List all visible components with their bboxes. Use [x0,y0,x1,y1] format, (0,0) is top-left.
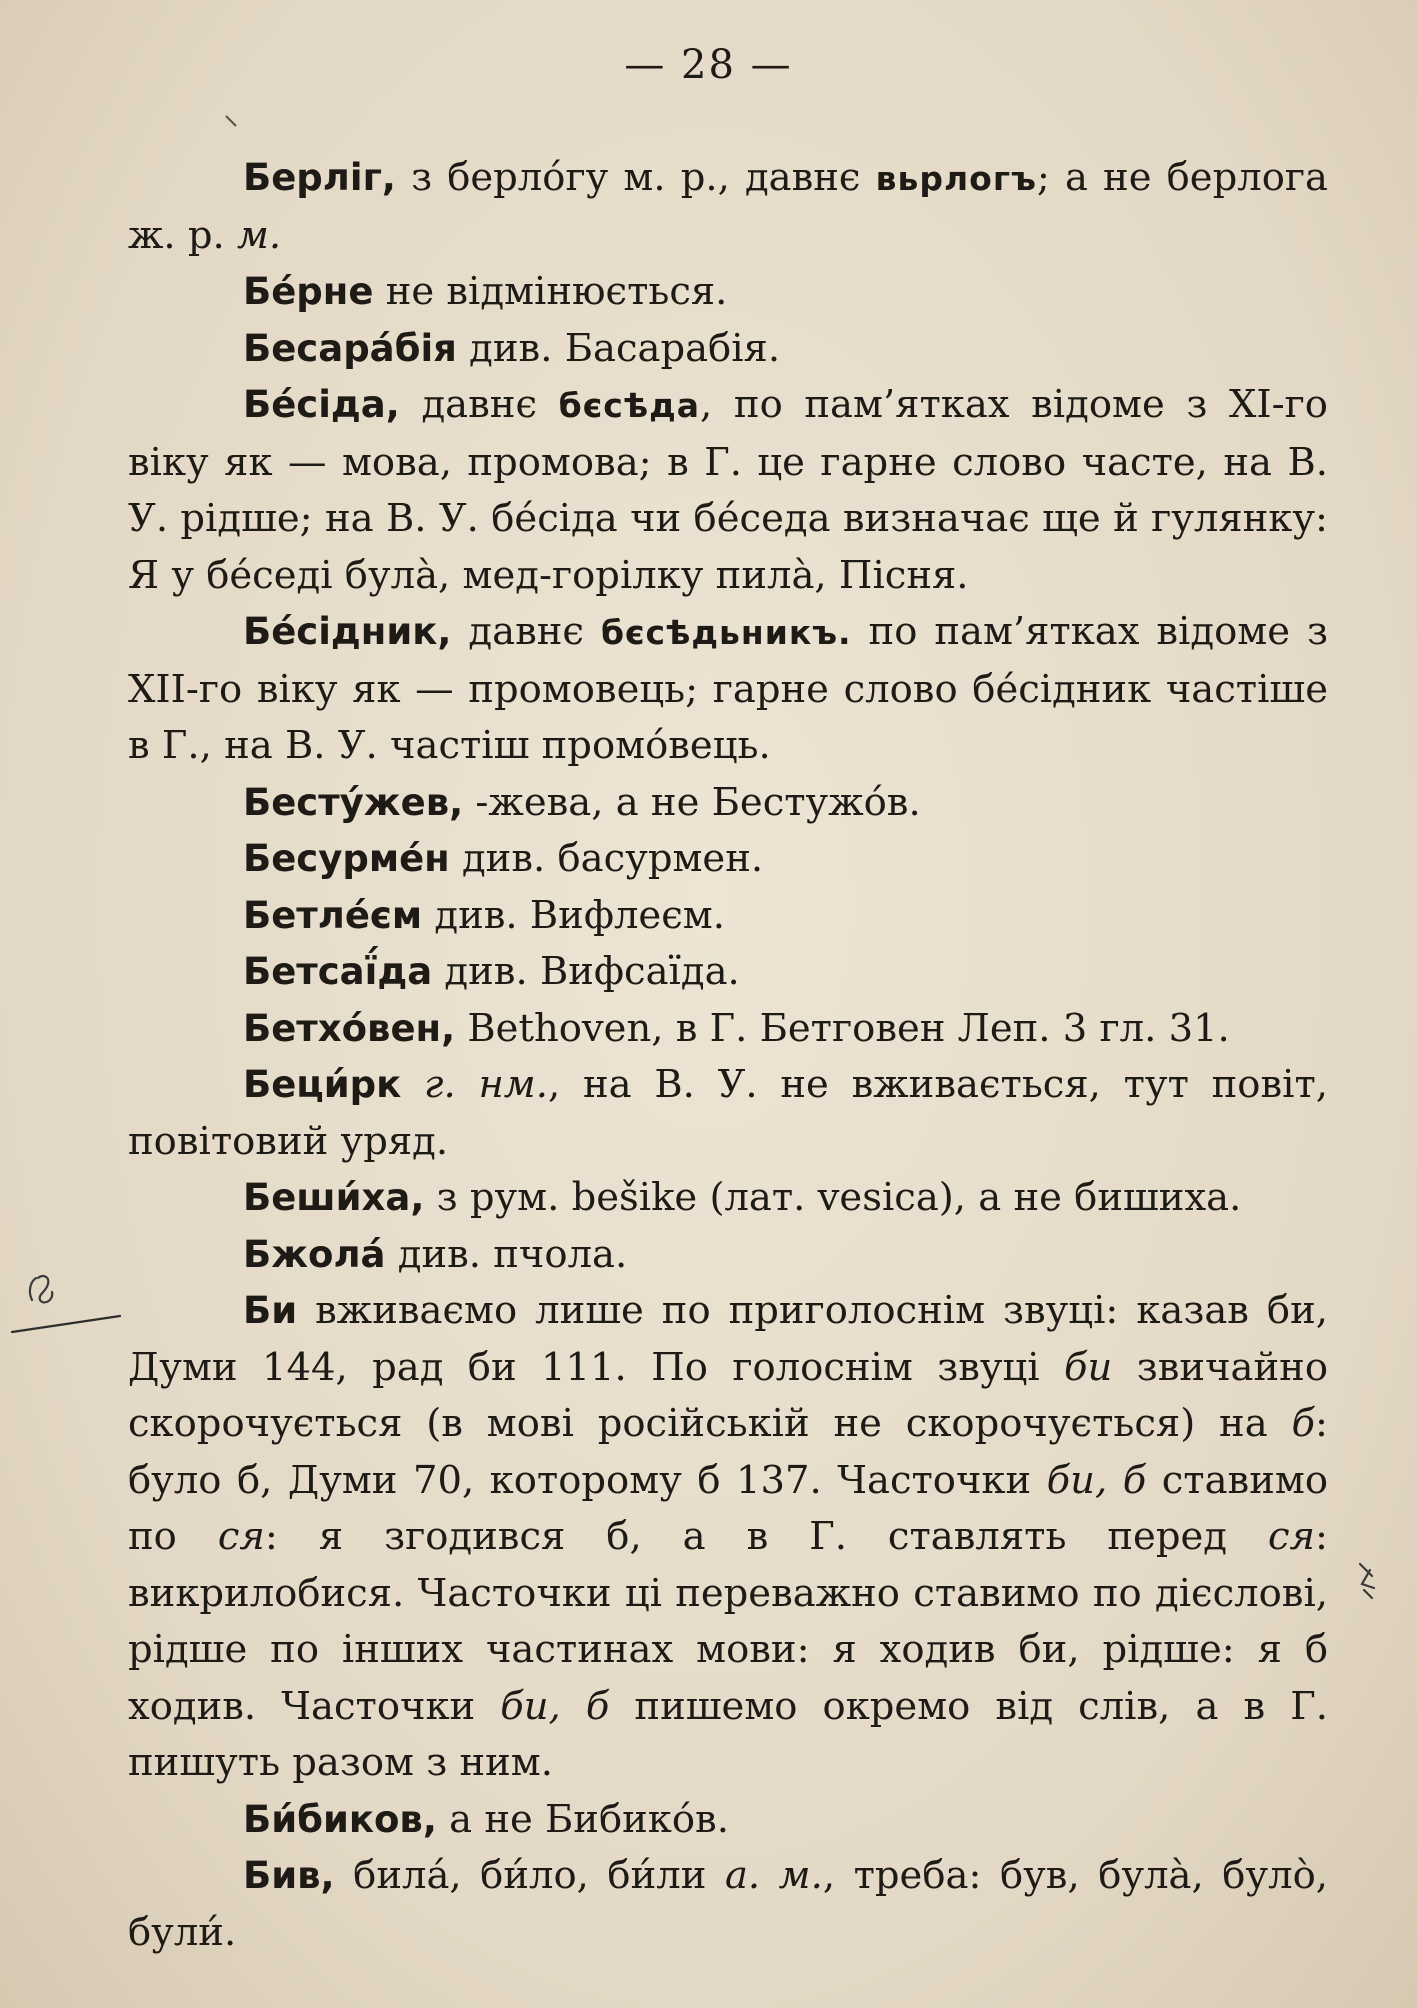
old-form-text: бєсѣдьникъ. [600,613,852,652]
italic-text: б [1291,1401,1316,1446]
dictionary-entry [128,1227,1328,1284]
entry-text: з берло́гу м. р., давнє [395,155,876,200]
page-number: — 28 — [624,42,793,88]
entry-text [401,1062,424,1107]
dictionary-entry [128,1848,1328,1961]
dictionary-entry [128,264,1328,321]
entry-headword: Бе́рне [243,270,374,313]
entry-headword: Беши́ха, [243,1176,425,1219]
entry-headword: Бив, [243,1854,335,1897]
entry-headword: Би́биков, [243,1797,437,1841]
entry-text: ставимо по [128,1457,1328,1559]
entry-text: див. Вифлеєм. [422,892,725,938]
italic-text: ся [1267,1514,1316,1559]
entry-text: з рум. bešike (лат. vesica), а не бишиха. [424,1175,1242,1220]
entry-headword: Би [243,1289,298,1332]
entry-text: Bethoven, в Г. Бетговен Леп. 3 гл. 31. [455,1005,1230,1051]
entry-headword: Беци́рк [243,1063,402,1106]
entry-text: била́, би́ло, би́ли [334,1853,725,1898]
entry-headword: Бе́сідник, [243,610,452,653]
dictionary-entry [128,150,1328,264]
dictionary-entry [128,831,1328,888]
entry-text: не відмінюється. [373,269,728,314]
entry-text: див. басурмен. [449,836,764,881]
entry-text: , на В. У. не вживається, тут повіт, повітовий уряд. [128,1062,1328,1164]
italic-text: г. нм. [424,1062,548,1107]
entry-text: : викрилобися. Частoчки ці переважно ставимо по дієслові, рідше по інших частинах мови: я ходив би, рідше: я б ходив. Частoчки [128,1514,1328,1729]
entry-headword: Бетхо́вен, [243,1006,456,1050]
dictionary-entry [128,377,1328,604]
entry-headword: Бжола́ [243,1232,386,1276]
dictionary-entry [128,775,1328,832]
entry-text: , по пам’ятках відоме з XI-го віку як — мова, промова; в Г. це гарне слово часте, на В. У. рідше; на В. У. бе́сіда чи бе́седа визначає ще й гулянку: Я у бе́седі була̀, мед-горілку пила̀, Пісня. [128,382,1328,598]
entry-text: див. пчола. [385,1231,628,1277]
entry-text: давнє [451,609,601,654]
dictionary-entry [128,888,1328,945]
dictionary-entry [128,321,1328,378]
handwritten-side-mark [1352,1560,1382,1600]
entry-text: по пам’ятках відоме з XII-го віку як — промовець; гарне слово бе́сідник частіше в Г., на В. У. частіш промо́вець. [128,609,1328,768]
entry-text: -жева, а не Бестужо́в. [463,779,921,825]
entry-text: пишемо окремо від слів, а в Г. пишуть разом з ним. [128,1683,1328,1785]
entry-text: : було б, Думи 70, которому б 137. Частoчки [128,1401,1328,1503]
dictionary-text [128,150,1328,1961]
italic-text: би, б [1046,1457,1147,1503]
dictionary-entry [128,1283,1328,1792]
old-form-text: вьрлогъ [875,159,1037,198]
italic-text: а. м. [724,1853,823,1898]
entry-text: а не Бибико́в. [436,1796,729,1842]
dictionary-entry [128,944,1328,1001]
italic-text: би [1064,1344,1113,1390]
dictionary-entry [128,1170,1328,1227]
entry-text: , треба: був, була̀, було̀, були́. [128,1853,1328,1955]
italic-text: би, б [500,1683,610,1729]
dictionary-entry [128,1001,1328,1058]
entry-headword: Бе́сіда, [243,383,400,426]
entry-text: : я згодився б, а в Г. ставлять перед [264,1514,1268,1559]
entry-headword: Бесту́жев, [243,780,464,824]
entry-headword: Бесурме́н [243,837,450,880]
entry-headword: Берліг, [243,156,396,199]
handwritten-margin-note [8,1270,128,1350]
entry-text: див. Басарабія. [456,325,781,371]
entry-text: звичайно скорочується (в мові російській не скорочується) на [128,1344,1328,1446]
stray-pen-mark [222,112,252,142]
dictionary-entry [128,604,1328,775]
entry-text: давнє [399,382,559,427]
italic-text: ся [217,1514,265,1559]
entry-headword: Бетсаї́да [243,950,433,993]
entry-headword: Бесара́бія [243,326,457,370]
entry-headword: Бетле́єм [243,893,423,937]
dictionary-entry [128,1792,1328,1849]
old-form-text: бєсѣда [558,386,701,425]
italic-text: м. [237,212,282,258]
entry-text: вживаємо лише по приголоснім звуці: казав би, Думи 144, рад би 111. По голоснім звуці [128,1288,1328,1390]
entry-text: див. Вифсаїда. [432,949,740,994]
dictionary-entry [128,1057,1328,1170]
entry-text: ; а не берлога ж. р. [128,155,1328,258]
